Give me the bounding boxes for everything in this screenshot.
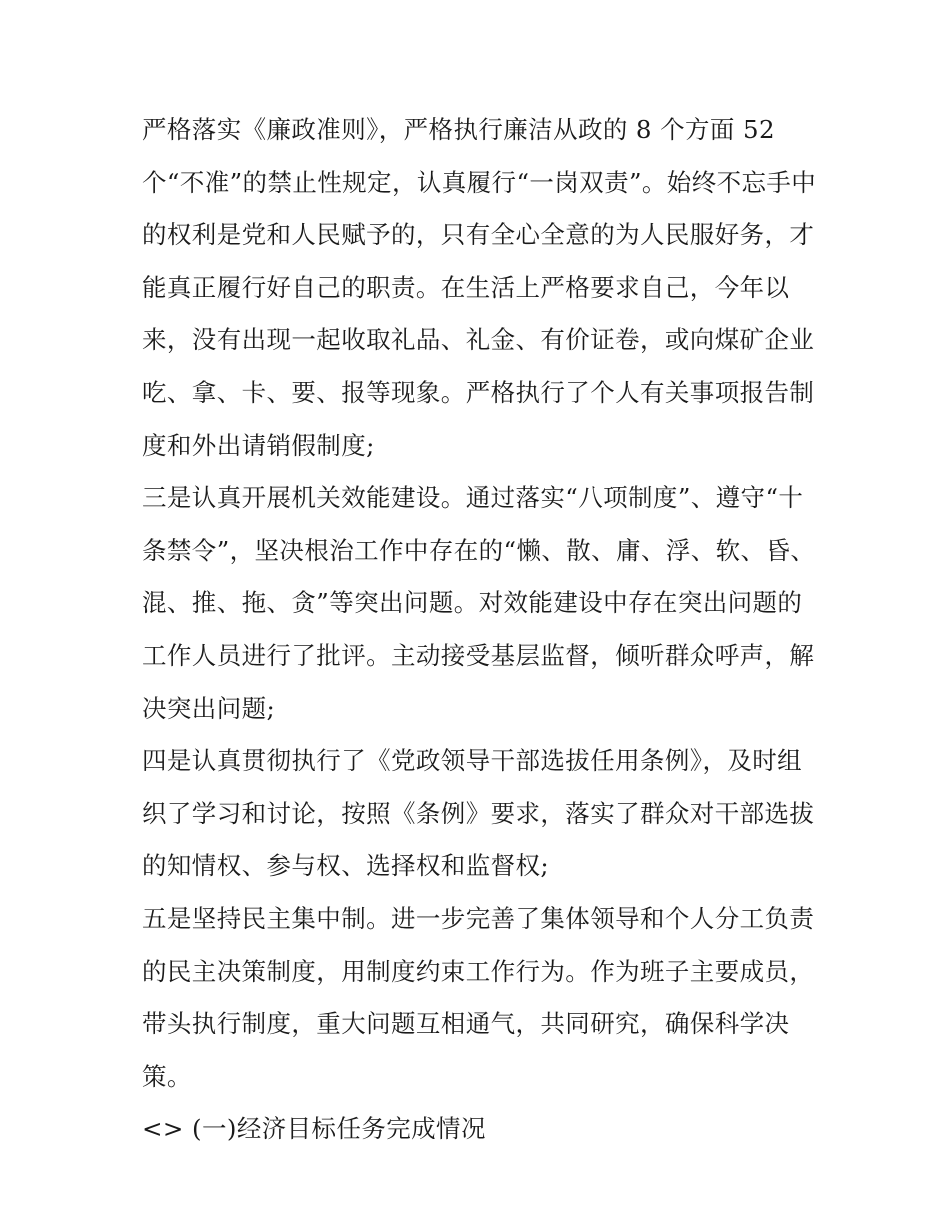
text-line: 的知情权、参与权、选择权和监督权; <box>142 851 550 881</box>
document-body <box>142 104 822 1156</box>
text-line: 条禁令”，坚决根治工作中存在的“懒、散、庸、浮、软、昏、 <box>142 535 816 565</box>
text-line: 织了学习和讨论，按照《条例》要求，落实了群众对干部选拔 <box>142 798 815 828</box>
text-line: 的民主决策制度，用制度约束工作行为。作为班子主要成员， <box>142 956 815 986</box>
text-line: 混、推、拖、贪”等突出问题。对效能建设中存在突出问题的 <box>142 588 803 618</box>
text-line: 来，没有出现一起收取礼品、礼金、有价证卷，或向煤矿企业 <box>142 325 815 355</box>
text-line: 三是认真开展机关效能建设。通过落实“八项制度”、遵守“十 <box>142 483 804 513</box>
text-line: 工作人员进行了批评。主动接受基层监督，倾听群众呼声，解 <box>142 640 815 670</box>
text-line: 能真正履行好自己的职责。在生活上严格要求自己，今年以 <box>142 272 790 302</box>
text-line: 策。 <box>142 1061 192 1091</box>
text-line: 严格落实《廉政准则》，严格执行廉洁从政的 8 个方面 52 <box>142 115 775 144</box>
text-line: 四是认真贯彻执行了《党政领导干部选拔任用条例》，及时组 <box>142 746 803 776</box>
text-line: 决突出问题; <box>142 693 276 723</box>
text-line: 的权利是党和人民赋予的，只有全心全意的为人民服好务，才 <box>142 220 815 250</box>
text-line: 度和外出请销假制度; <box>142 430 375 460</box>
text-line: 带头执行制度，重大问题互相通气，共同研究，确保科学决 <box>142 1009 790 1039</box>
text-line: 吃、拿、卡、要、报等现象。严格执行了个人有关事项报告制 <box>142 377 815 407</box>
section-heading: <> (一)经济目标任务完成情况 <box>142 1114 486 1144</box>
text-line: 个“不准”的禁止性规定，认真履行“一岗双责”。始终不忘手中 <box>142 167 817 197</box>
text-line: 五是坚持民主集中制。进一步完善了集体领导和个人分工负责 <box>142 903 815 933</box>
